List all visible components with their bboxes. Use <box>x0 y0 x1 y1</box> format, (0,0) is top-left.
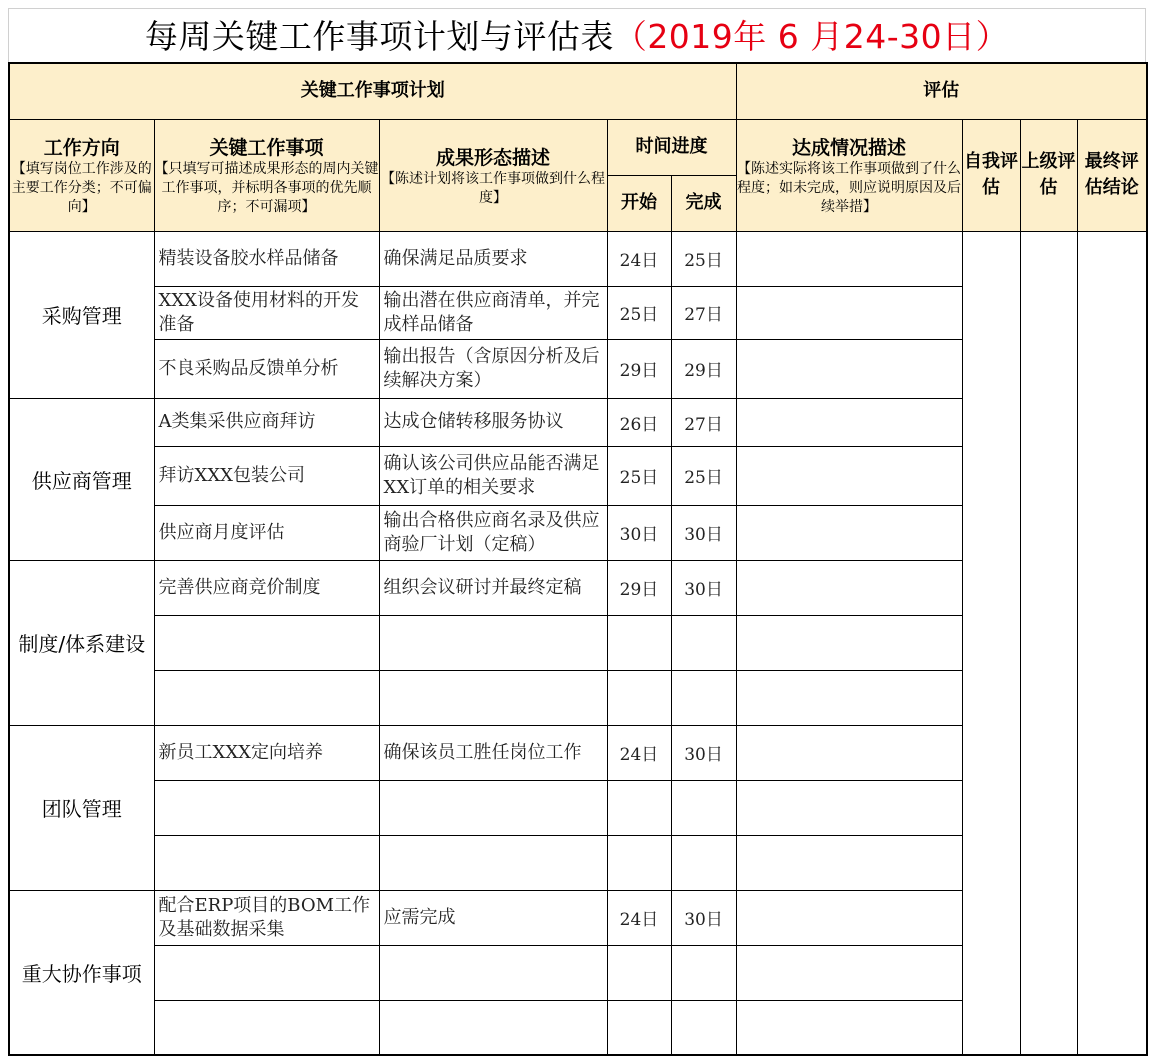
key-item-cell[interactable]: 供应商月度评估 <box>154 505 379 560</box>
key-item-cell[interactable]: 精装设备胶水样品储备 <box>154 231 379 286</box>
key-item-cell[interactable] <box>154 780 379 835</box>
achievement-cell[interactable] <box>736 780 962 835</box>
result-cell[interactable]: 确保该员工胜任岗位工作 <box>379 725 607 780</box>
achievement-cell[interactable] <box>736 339 962 398</box>
result-cell[interactable] <box>379 670 607 725</box>
start-date-cell[interactable] <box>607 945 671 1000</box>
col-self-eval-header: 自我评估 <box>962 119 1020 231</box>
start-date-cell[interactable]: 29日 <box>607 339 671 398</box>
start-date-cell[interactable]: 25日 <box>607 446 671 505</box>
col-boss-eval-header: 上级评估 <box>1020 119 1077 231</box>
result-cell[interactable]: 应需完成 <box>379 890 607 945</box>
key-item-cell[interactable] <box>154 835 379 890</box>
start-date-cell[interactable] <box>607 670 671 725</box>
col-final-eval-header: 最终评估结论 <box>1077 119 1147 231</box>
achievement-cell[interactable] <box>736 231 962 286</box>
start-date-cell[interactable]: 29日 <box>607 560 671 615</box>
achievement-cell[interactable] <box>736 286 962 339</box>
work-direction-cell[interactable]: 制度/体系建设 <box>9 560 154 725</box>
achievement-cell[interactable] <box>736 725 962 780</box>
achievement-cell[interactable] <box>736 398 962 446</box>
col-achieve-header: 达成情况描述 【陈述实际将该工作事项做到了什么程度；如未完成，则应说明原因及后续举措】 <box>736 119 962 231</box>
start-date-cell[interactable] <box>607 780 671 835</box>
boss-eval-cell[interactable] <box>1020 231 1077 1055</box>
key-item-cell[interactable]: 配合ERP项目的BOM工作及基础数据采集 <box>154 890 379 945</box>
table-row <box>9 231 1147 286</box>
result-cell[interactable] <box>379 615 607 670</box>
final-eval-cell[interactable] <box>1077 231 1147 1055</box>
key-item-cell[interactable]: 新员工XXX定向培养 <box>154 725 379 780</box>
key-item-cell[interactable] <box>154 1000 379 1055</box>
finish-date-cell[interactable] <box>671 945 736 1000</box>
work-direction-cell[interactable]: 采购管理 <box>9 231 154 398</box>
sheet-title <box>8 8 1146 62</box>
work-direction-cell[interactable]: 重大协作事项 <box>9 890 154 1055</box>
achievement-cell[interactable] <box>736 615 962 670</box>
start-date-cell[interactable]: 26日 <box>607 398 671 446</box>
achievement-cell[interactable] <box>736 945 962 1000</box>
achievement-cell[interactable] <box>736 1000 962 1055</box>
result-cell[interactable]: 输出潜在供应商清单，并完成样品储备 <box>379 286 607 339</box>
finish-date-cell[interactable] <box>671 670 736 725</box>
result-cell[interactable] <box>379 1000 607 1055</box>
result-cell[interactable]: 输出报告（含原因分析及后续解决方案） <box>379 339 607 398</box>
achievement-cell[interactable] <box>736 560 962 615</box>
key-item-cell[interactable]: A类集采供应商拜访 <box>154 398 379 446</box>
start-date-cell[interactable]: 24日 <box>607 231 671 286</box>
start-date-cell[interactable]: 30日 <box>607 505 671 560</box>
result-cell[interactable]: 达成仓储转移服务协议 <box>379 398 607 446</box>
finish-date-cell[interactable]: 25日 <box>671 446 736 505</box>
start-date-cell[interactable]: 24日 <box>607 725 671 780</box>
finish-date-cell[interactable]: 29日 <box>671 339 736 398</box>
finish-date-cell[interactable]: 27日 <box>671 286 736 339</box>
finish-date-cell[interactable] <box>671 1000 736 1055</box>
start-date-cell[interactable]: 24日 <box>607 890 671 945</box>
key-item-cell[interactable]: 拜访XXX包装公司 <box>154 446 379 505</box>
result-cell[interactable]: 确认该公司供应品能否满足XX订单的相关要求 <box>379 446 607 505</box>
plan-table <box>8 62 1148 1056</box>
finish-date-cell[interactable] <box>671 780 736 835</box>
key-item-cell[interactable]: 不良采购品反馈单分析 <box>154 339 379 398</box>
title-main: 每周关键工作事项计划与评估表 <box>144 17 614 56</box>
result-cell[interactable] <box>379 835 607 890</box>
work-direction-cell[interactable]: 供应商管理 <box>9 398 154 560</box>
result-cell[interactable]: 组织会议研讨并最终定稿 <box>379 560 607 615</box>
finish-date-cell[interactable] <box>671 835 736 890</box>
col-direction-header: 工作方向 【填写岗位工作涉及的主要工作分类；不可偏向】 <box>9 119 154 231</box>
key-item-cell[interactable] <box>154 945 379 1000</box>
finish-date-cell[interactable]: 27日 <box>671 398 736 446</box>
finish-date-cell[interactable] <box>671 615 736 670</box>
plan-section-header: 关键工作事项计划 <box>9 63 736 119</box>
col-item-header: 关键工作事项 【只填写可描述成果形态的周内关键工作事项，并标明各事项的优先顺序；不可漏项】 <box>154 119 379 231</box>
result-cell[interactable] <box>379 780 607 835</box>
col-finish-header: 完成 <box>671 175 736 231</box>
col-time-header: 时间进度 <box>607 119 736 175</box>
key-item-cell[interactable]: XXX设备使用材料的开发准备 <box>154 286 379 339</box>
key-item-cell[interactable]: 完善供应商竞价制度 <box>154 560 379 615</box>
start-date-cell[interactable] <box>607 835 671 890</box>
achievement-cell[interactable] <box>736 835 962 890</box>
start-date-cell[interactable] <box>607 615 671 670</box>
result-cell[interactable]: 输出合格供应商名录及供应商验厂计划（定稿） <box>379 505 607 560</box>
key-item-cell[interactable] <box>154 615 379 670</box>
key-item-cell[interactable] <box>154 670 379 725</box>
col-start-header: 开始 <box>607 175 671 231</box>
finish-date-cell[interactable]: 30日 <box>671 890 736 945</box>
finish-date-cell[interactable]: 30日 <box>671 560 736 615</box>
result-cell[interactable] <box>379 945 607 1000</box>
start-date-cell[interactable] <box>607 1000 671 1055</box>
col-result-header: 成果形态描述 【陈述计划将该工作事项做到什么程度】 <box>379 119 607 231</box>
eval-section-header: 评估 <box>736 63 1147 119</box>
work-direction-cell[interactable]: 团队管理 <box>9 725 154 890</box>
finish-date-cell[interactable]: 30日 <box>671 505 736 560</box>
achievement-cell[interactable] <box>736 505 962 560</box>
finish-date-cell[interactable]: 30日 <box>671 725 736 780</box>
start-date-cell[interactable]: 25日 <box>607 286 671 339</box>
result-cell[interactable]: 确保满足品质要求 <box>379 231 607 286</box>
title-date: （2019年 6 月24-30日） <box>613 17 1010 56</box>
achievement-cell[interactable] <box>736 890 962 945</box>
achievement-cell[interactable] <box>736 446 962 505</box>
achievement-cell[interactable] <box>736 670 962 725</box>
finish-date-cell[interactable]: 25日 <box>671 231 736 286</box>
self-eval-cell[interactable] <box>962 231 1020 1055</box>
